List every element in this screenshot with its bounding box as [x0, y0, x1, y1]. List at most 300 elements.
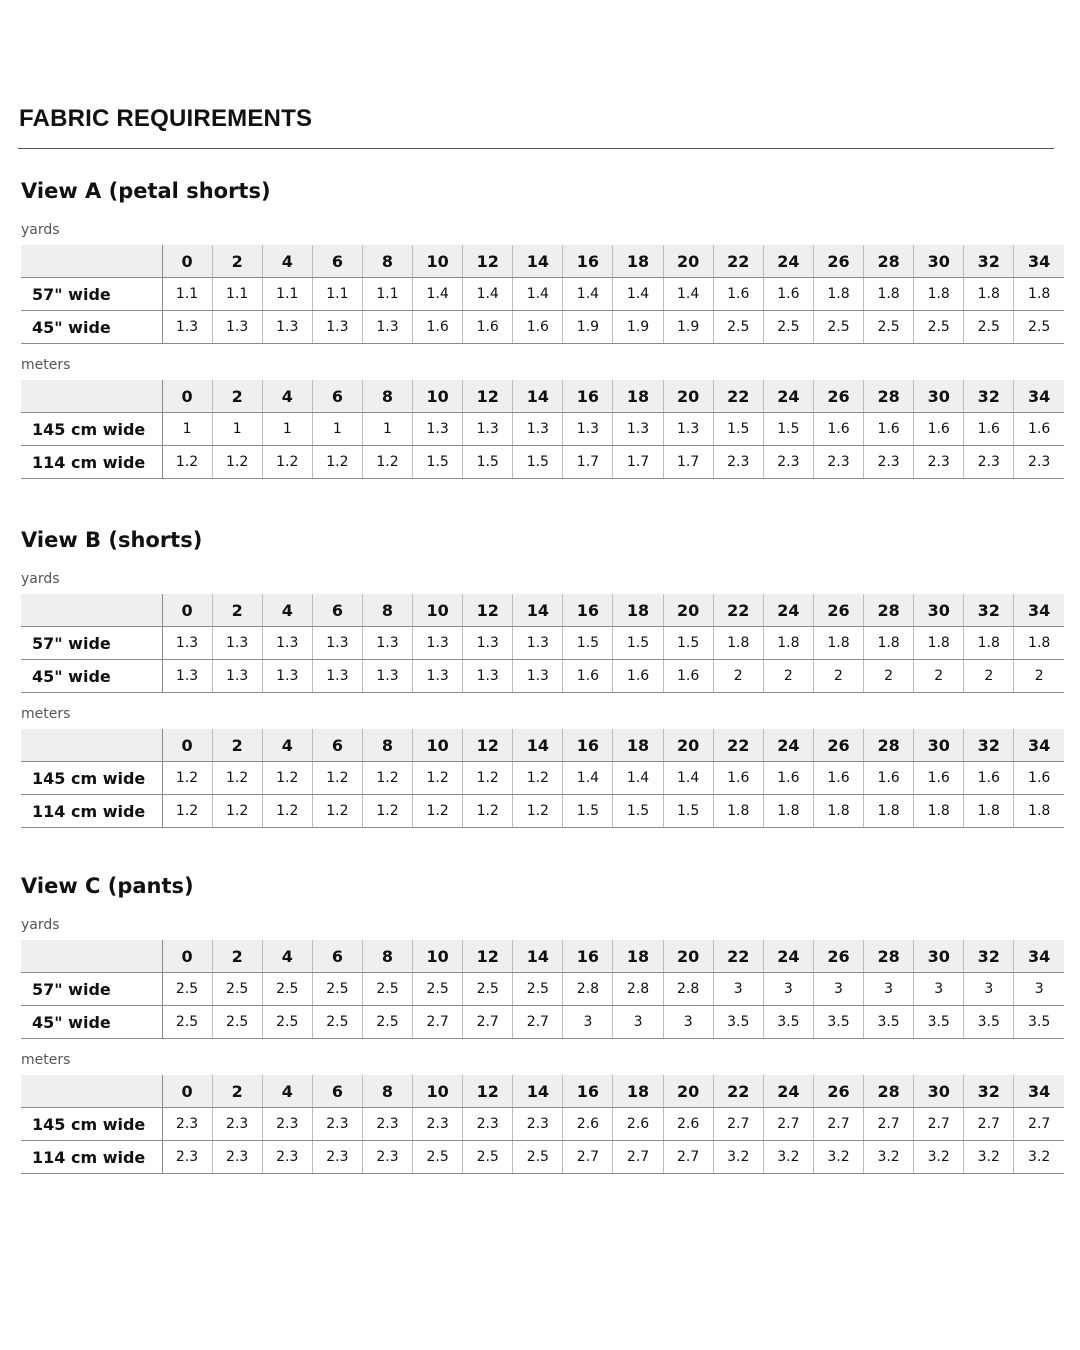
fabric-amount-cell: 1.2	[262, 795, 312, 828]
size-header-cell: 26	[813, 940, 863, 973]
fabric-amount-cell: 2.5	[162, 973, 212, 1006]
fabric-amount-cell: 1.2	[162, 795, 212, 828]
fabric-amount-cell: 2.3	[914, 446, 964, 479]
fabric-amount-cell: 1.3	[362, 311, 412, 344]
view-a-title: View A (petal shorts)	[21, 179, 271, 203]
fabric-amount-cell: 2.5	[964, 311, 1014, 344]
size-header-cell: 30	[914, 380, 964, 413]
fabric-amount-cell: 1.8	[964, 278, 1014, 311]
fabric-amount-cell: 1.8	[914, 795, 964, 828]
size-header-cell: 32	[964, 1075, 1014, 1108]
fabric-amount-cell: 1.1	[212, 278, 262, 311]
fabric-amount-cell: 1	[312, 413, 362, 446]
fabric-amount-cell: 2.5	[1014, 311, 1064, 344]
size-header-cell: 6	[312, 1075, 362, 1108]
fabric-amount-cell: 2.3	[463, 1108, 513, 1141]
fabric-amount-cell: 2.7	[513, 1006, 563, 1039]
fabric-amount-cell: 2.3	[713, 446, 763, 479]
size-header-cell: 12	[463, 940, 513, 973]
size-header-cell: 14	[513, 594, 563, 627]
size-header-cell: 30	[914, 594, 964, 627]
size-header-cell: 24	[763, 729, 813, 762]
size-header-cell: 24	[763, 940, 813, 973]
size-header-cell: 14	[513, 380, 563, 413]
size-header-cell: 10	[413, 940, 463, 973]
fabric-amount-cell: 1.8	[864, 278, 914, 311]
view-a-meters-label: meters	[21, 357, 71, 373]
fabric-amount-cell: 1.6	[864, 762, 914, 795]
fabric-amount-cell: 1.8	[964, 795, 1014, 828]
fabric-amount-cell: 1.5	[713, 413, 763, 446]
fabric-amount-cell: 1.4	[563, 762, 613, 795]
page-title: FABRIC REQUIREMENTS	[19, 105, 313, 132]
size-header-row	[21, 594, 1064, 627]
fabric-width-label: 114 cm wide	[21, 446, 162, 479]
fabric-amount-cell: 1.8	[864, 627, 914, 660]
fabric-amount-cell: 2.3	[162, 1141, 212, 1174]
size-header-cell: 34	[1014, 594, 1064, 627]
fabric-amount-cell: 1.2	[162, 446, 212, 479]
fabric-amount-cell: 2.6	[663, 1108, 713, 1141]
fabric-amount-cell: 2.7	[864, 1108, 914, 1141]
fabric-amount-cell: 2.5	[914, 311, 964, 344]
fabric-amount-cell: 2.5	[262, 973, 312, 1006]
size-header-cell: 10	[413, 1075, 463, 1108]
fabric-amount-cell: 3	[663, 1006, 713, 1039]
fabric-width-label: 45" wide	[21, 660, 162, 693]
fabric-amount-cell: 1.7	[563, 446, 613, 479]
fabric-amount-cell: 1.3	[463, 627, 513, 660]
size-header-cell: 32	[964, 380, 1014, 413]
fabric-amount-cell: 1.8	[864, 795, 914, 828]
fabric-amount-cell: 1.3	[312, 660, 362, 693]
fabric-amount-cell: 1.3	[212, 311, 262, 344]
fabric-amount-cell: 1.2	[463, 762, 513, 795]
size-header-cell: 2	[212, 245, 262, 278]
fabric-amount-cell: 1.5	[563, 795, 613, 828]
fabric-amount-cell: 1.8	[914, 627, 964, 660]
fabric-amount-cell: 3	[763, 973, 813, 1006]
size-header-cell: 30	[914, 1075, 964, 1108]
header-corner-cell	[21, 1075, 162, 1108]
size-header-cell: 32	[964, 729, 1014, 762]
table-row	[21, 762, 1064, 795]
size-header-cell: 20	[663, 729, 713, 762]
size-header-cell: 6	[312, 940, 362, 973]
fabric-amount-cell: 2.3	[312, 1108, 362, 1141]
size-header-cell: 16	[563, 1075, 613, 1108]
fabric-amount-cell: 1.5	[513, 446, 563, 479]
fabric-amount-cell: 2.3	[162, 1108, 212, 1141]
fabric-amount-cell: 2.7	[914, 1108, 964, 1141]
fabric-amount-cell: 1.1	[262, 278, 312, 311]
size-header-cell: 18	[613, 940, 663, 973]
size-header-cell: 4	[262, 729, 312, 762]
fabric-amount-cell: 1.2	[212, 762, 262, 795]
size-header-cell: 26	[813, 1075, 863, 1108]
fabric-amount-cell: 1.3	[513, 627, 563, 660]
size-header-cell: 2	[212, 594, 262, 627]
fabric-amount-cell: 2.5	[763, 311, 813, 344]
fabric-amount-cell: 1.3	[162, 627, 212, 660]
size-header-cell: 12	[463, 1075, 513, 1108]
size-header-cell: 28	[864, 729, 914, 762]
fabric-amount-cell: 2.3	[362, 1141, 412, 1174]
fabric-amount-cell: 1	[212, 413, 262, 446]
size-header-cell: 24	[763, 380, 813, 413]
size-header-cell: 10	[413, 729, 463, 762]
fabric-amount-cell: 3	[914, 973, 964, 1006]
fabric-amount-cell: 1.8	[813, 278, 863, 311]
fabric-amount-cell: 3	[864, 973, 914, 1006]
fabric-amount-cell: 3.5	[713, 1006, 763, 1039]
fabric-amount-cell: 2.5	[312, 973, 362, 1006]
fabric-amount-cell: 1	[362, 413, 412, 446]
fabric-amount-cell: 3.2	[864, 1141, 914, 1174]
size-header-cell: 2	[212, 380, 262, 413]
size-header-cell: 20	[663, 594, 713, 627]
size-header-cell: 32	[964, 245, 1014, 278]
fabric-amount-cell: 3	[964, 973, 1014, 1006]
size-header-cell: 4	[262, 245, 312, 278]
size-header-cell: 22	[713, 380, 763, 413]
fabric-amount-cell: 1	[262, 413, 312, 446]
fabric-amount-cell: 1.8	[713, 627, 763, 660]
fabric-amount-cell: 1.6	[563, 660, 613, 693]
size-header-cell: 4	[262, 380, 312, 413]
fabric-amount-cell: 1.3	[162, 311, 212, 344]
fabric-amount-cell: 3	[563, 1006, 613, 1039]
fabric-amount-cell: 1.2	[362, 762, 412, 795]
fabric-amount-cell: 2.3	[964, 446, 1014, 479]
fabric-amount-cell: 2.5	[262, 1006, 312, 1039]
fabric-amount-cell: 1.3	[162, 660, 212, 693]
size-header-cell: 16	[563, 380, 613, 413]
fabric-amount-cell: 1.6	[463, 311, 513, 344]
fabric-amount-cell: 1.2	[262, 762, 312, 795]
size-header-row	[21, 729, 1064, 762]
size-header-cell: 30	[914, 245, 964, 278]
fabric-width-label: 57" wide	[21, 973, 162, 1006]
fabric-amount-cell: 1.2	[413, 762, 463, 795]
header-corner-cell	[21, 380, 162, 413]
header-corner-cell	[21, 245, 162, 278]
fabric-amount-cell: 1.1	[362, 278, 412, 311]
fabric-amount-cell: 3	[813, 973, 863, 1006]
fabric-amount-cell: 1.3	[212, 627, 262, 660]
fabric-amount-cell: 2.7	[813, 1108, 863, 1141]
fabric-amount-cell: 2.5	[813, 311, 863, 344]
fabric-amount-cell: 1.6	[713, 278, 763, 311]
fabric-amount-cell: 2	[713, 660, 763, 693]
size-header-cell: 28	[864, 940, 914, 973]
size-header-cell: 18	[613, 729, 663, 762]
fabric-amount-cell: 1.5	[763, 413, 813, 446]
fabric-amount-cell: 1.2	[312, 795, 362, 828]
fabric-amount-cell: 2.7	[663, 1141, 713, 1174]
fabric-amount-cell: 1	[162, 413, 212, 446]
size-header-cell: 20	[663, 245, 713, 278]
size-header-cell: 2	[212, 1075, 262, 1108]
fabric-width-label: 57" wide	[21, 278, 162, 311]
table-row	[21, 795, 1064, 828]
fabric-amount-cell: 1.9	[613, 311, 663, 344]
table-row	[21, 1141, 1064, 1174]
fabric-amount-cell: 1.8	[713, 795, 763, 828]
fabric-amount-cell: 2	[1014, 660, 1064, 693]
size-header-cell: 16	[563, 245, 613, 278]
size-header-cell: 16	[563, 594, 613, 627]
size-header-cell: 16	[563, 729, 613, 762]
view-c-meters-table	[21, 1075, 1064, 1174]
fabric-amount-cell: 1.5	[663, 795, 713, 828]
fabric-amount-cell: 1.6	[1014, 413, 1064, 446]
fabric-amount-cell: 2.3	[262, 1141, 312, 1174]
size-header-cell: 24	[763, 1075, 813, 1108]
fabric-amount-cell: 1.6	[1014, 762, 1064, 795]
fabric-amount-cell: 1.7	[663, 446, 713, 479]
fabric-width-label: 45" wide	[21, 311, 162, 344]
view-c-yards-table	[21, 940, 1064, 1039]
size-header-cell: 30	[914, 940, 964, 973]
size-header-cell: 28	[864, 245, 914, 278]
fabric-amount-cell: 2.5	[312, 1006, 362, 1039]
fabric-amount-cell: 1.1	[162, 278, 212, 311]
fabric-amount-cell: 2.5	[864, 311, 914, 344]
table-row	[21, 660, 1064, 693]
fabric-amount-cell: 1.8	[813, 627, 863, 660]
fabric-amount-cell: 1.2	[262, 446, 312, 479]
fabric-amount-cell: 1.8	[1014, 278, 1064, 311]
fabric-amount-cell: 2.7	[463, 1006, 513, 1039]
fabric-amount-cell: 1.8	[813, 795, 863, 828]
fabric-amount-cell: 1.6	[964, 413, 1014, 446]
size-header-cell: 30	[914, 729, 964, 762]
table-row	[21, 446, 1064, 479]
size-header-cell: 8	[362, 729, 412, 762]
fabric-amount-cell: 1.3	[663, 413, 713, 446]
fabric-amount-cell: 1.6	[613, 660, 663, 693]
fabric-amount-cell: 1.1	[312, 278, 362, 311]
fabric-amount-cell: 2.8	[613, 973, 663, 1006]
fabric-amount-cell: 2.8	[563, 973, 613, 1006]
fabric-width-label: 45" wide	[21, 1006, 162, 1039]
fabric-amount-cell: 2.3	[362, 1108, 412, 1141]
fabric-amount-cell: 2	[914, 660, 964, 693]
fabric-amount-cell: 1.2	[513, 762, 563, 795]
fabric-amount-cell: 3.2	[713, 1141, 763, 1174]
size-header-cell: 6	[312, 594, 362, 627]
fabric-amount-cell: 1.6	[413, 311, 463, 344]
fabric-amount-cell: 1.6	[513, 311, 563, 344]
fabric-amount-cell: 1.2	[312, 446, 362, 479]
size-header-row	[21, 940, 1064, 973]
fabric-amount-cell: 2.3	[212, 1141, 262, 1174]
fabric-amount-cell: 2.3	[413, 1108, 463, 1141]
size-header-cell: 6	[312, 380, 362, 413]
size-header-cell: 8	[362, 245, 412, 278]
size-header-cell: 22	[713, 940, 763, 973]
fabric-amount-cell: 3	[1014, 973, 1064, 1006]
fabric-amount-cell: 2.7	[713, 1108, 763, 1141]
fabric-amount-cell: 3	[613, 1006, 663, 1039]
fabric-amount-cell: 3.2	[813, 1141, 863, 1174]
fabric-amount-cell: 2.3	[212, 1108, 262, 1141]
fabric-amount-cell: 2.6	[563, 1108, 613, 1141]
size-header-cell: 26	[813, 594, 863, 627]
size-header-cell: 26	[813, 380, 863, 413]
fabric-amount-cell: 1.3	[262, 627, 312, 660]
fabric-amount-cell: 1.6	[864, 413, 914, 446]
size-header-cell: 14	[513, 245, 563, 278]
size-header-cell: 12	[463, 380, 513, 413]
table-row	[21, 413, 1064, 446]
size-header-row	[21, 1075, 1064, 1108]
size-header-cell: 16	[563, 940, 613, 973]
size-header-cell: 34	[1014, 245, 1064, 278]
fabric-amount-cell: 1.3	[413, 660, 463, 693]
view-b-title: View B (shorts)	[21, 528, 203, 552]
size-header-cell: 24	[763, 594, 813, 627]
fabric-amount-cell: 2.5	[463, 1141, 513, 1174]
size-header-cell: 8	[362, 594, 412, 627]
size-header-cell: 0	[162, 594, 212, 627]
view-c-yards-label: yards	[21, 917, 60, 933]
fabric-amount-cell: 3.2	[964, 1141, 1014, 1174]
size-header-cell: 12	[463, 245, 513, 278]
size-header-cell: 28	[864, 380, 914, 413]
fabric-amount-cell: 2.7	[413, 1006, 463, 1039]
fabric-amount-cell: 3.2	[763, 1141, 813, 1174]
view-b-meters-table	[21, 729, 1064, 828]
fabric-amount-cell: 1.3	[563, 413, 613, 446]
size-header-cell: 34	[1014, 380, 1064, 413]
fabric-amount-cell: 1.5	[613, 795, 663, 828]
fabric-amount-cell: 2.5	[513, 1141, 563, 1174]
size-header-row	[21, 245, 1064, 278]
fabric-amount-cell: 1.8	[763, 795, 813, 828]
fabric-amount-cell: 2.3	[763, 446, 813, 479]
fabric-amount-cell: 2.8	[663, 973, 713, 1006]
size-header-cell: 28	[864, 1075, 914, 1108]
fabric-amount-cell: 1.3	[463, 413, 513, 446]
fabric-amount-cell: 2.3	[312, 1141, 362, 1174]
view-c-meters-label: meters	[21, 1052, 71, 1068]
fabric-amount-cell: 1.2	[513, 795, 563, 828]
table-row	[21, 973, 1064, 1006]
fabric-amount-cell: 2.5	[413, 1141, 463, 1174]
view-a-meters-table	[21, 380, 1064, 479]
size-header-cell: 22	[713, 594, 763, 627]
view-b-yards-label: yards	[21, 571, 60, 587]
table-row	[21, 1108, 1064, 1141]
table-row	[21, 1006, 1064, 1039]
fabric-amount-cell: 3.2	[914, 1141, 964, 1174]
view-b-yards-table	[21, 594, 1064, 693]
table-row	[21, 278, 1064, 311]
fabric-amount-cell: 1.6	[663, 660, 713, 693]
size-header-cell: 28	[864, 594, 914, 627]
size-header-cell: 18	[613, 1075, 663, 1108]
fabric-amount-cell: 2.5	[413, 973, 463, 1006]
fabric-width-label: 57" wide	[21, 627, 162, 660]
fabric-width-label: 114 cm wide	[21, 795, 162, 828]
fabric-amount-cell: 1.5	[563, 627, 613, 660]
fabric-amount-cell: 1.6	[763, 278, 813, 311]
size-header-row	[21, 380, 1064, 413]
fabric-width-label: 145 cm wide	[21, 1108, 162, 1141]
fabric-amount-cell: 1.3	[413, 413, 463, 446]
fabric-amount-cell: 1.5	[613, 627, 663, 660]
fabric-width-label: 145 cm wide	[21, 413, 162, 446]
size-header-cell: 10	[413, 245, 463, 278]
fabric-amount-cell: 3.5	[813, 1006, 863, 1039]
fabric-amount-cell: 3.5	[763, 1006, 813, 1039]
size-header-cell: 22	[713, 1075, 763, 1108]
size-header-cell: 18	[613, 380, 663, 413]
fabric-amount-cell: 1.3	[413, 627, 463, 660]
fabric-amount-cell: 2.7	[563, 1141, 613, 1174]
size-header-cell: 12	[463, 594, 513, 627]
fabric-amount-cell: 1.2	[212, 446, 262, 479]
fabric-amount-cell: 1.6	[813, 413, 863, 446]
fabric-amount-cell: 2.5	[513, 973, 563, 1006]
fabric-amount-cell: 3.5	[1014, 1006, 1064, 1039]
fabric-amount-cell: 1.3	[362, 660, 412, 693]
fabric-amount-cell: 1.3	[613, 413, 663, 446]
fabric-amount-cell: 1.3	[262, 311, 312, 344]
size-header-cell: 20	[663, 940, 713, 973]
fabric-amount-cell: 2.7	[964, 1108, 1014, 1141]
fabric-amount-cell: 1.5	[413, 446, 463, 479]
size-header-cell: 18	[613, 245, 663, 278]
size-header-cell: 10	[413, 380, 463, 413]
fabric-amount-cell: 2	[813, 660, 863, 693]
fabric-amount-cell: 3.5	[914, 1006, 964, 1039]
fabric-amount-cell: 2.7	[763, 1108, 813, 1141]
fabric-amount-cell: 1.8	[964, 627, 1014, 660]
fabric-amount-cell: 2.5	[212, 973, 262, 1006]
size-header-cell: 26	[813, 245, 863, 278]
fabric-amount-cell: 2.3	[864, 446, 914, 479]
size-header-cell: 32	[964, 940, 1014, 973]
table-row	[21, 311, 1064, 344]
size-header-cell: 34	[1014, 940, 1064, 973]
fabric-amount-cell: 1.3	[312, 627, 362, 660]
header-corner-cell	[21, 940, 162, 973]
fabric-amount-cell: 1.3	[262, 660, 312, 693]
fabric-amount-cell: 1.4	[563, 278, 613, 311]
fabric-amount-cell: 2.5	[212, 1006, 262, 1039]
fabric-amount-cell: 1.2	[362, 795, 412, 828]
fabric-amount-cell: 1.4	[663, 278, 713, 311]
fabric-amount-cell: 1.6	[964, 762, 1014, 795]
fabric-amount-cell: 1.9	[563, 311, 613, 344]
size-header-cell: 8	[362, 380, 412, 413]
table-row	[21, 627, 1064, 660]
size-header-cell: 8	[362, 1075, 412, 1108]
fabric-amount-cell: 1.8	[1014, 627, 1064, 660]
fabric-width-label: 145 cm wide	[21, 762, 162, 795]
fabric-amount-cell: 1.9	[663, 311, 713, 344]
size-header-cell: 32	[964, 594, 1014, 627]
size-header-cell: 6	[312, 729, 362, 762]
fabric-amount-cell: 1.3	[463, 660, 513, 693]
fabric-amount-cell: 2.3	[262, 1108, 312, 1141]
size-header-cell: 24	[763, 245, 813, 278]
fabric-amount-cell: 1.5	[463, 446, 513, 479]
fabric-amount-cell: 1.3	[362, 627, 412, 660]
